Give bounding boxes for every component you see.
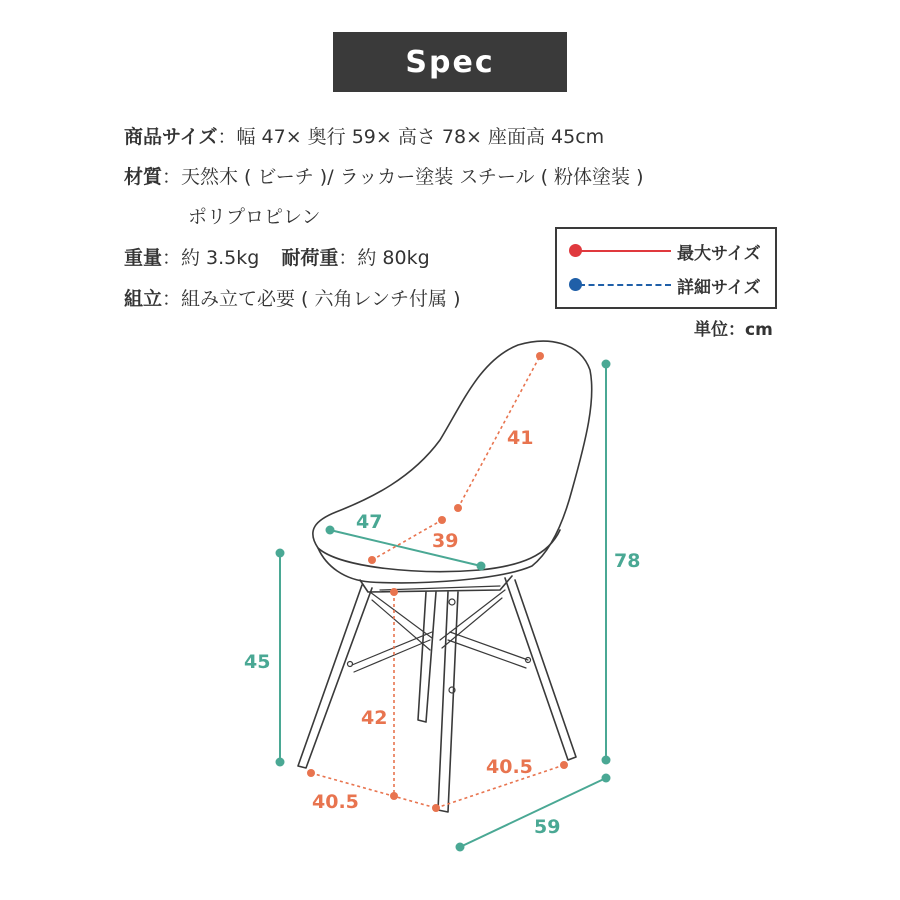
assembly-label: 組立 [124, 288, 163, 310]
unit-label: 単位：cm [694, 320, 773, 340]
seat-depth-label: 39 [432, 530, 459, 552]
spec-title: Spec [333, 32, 567, 92]
leg-back-right [438, 592, 458, 812]
leg-spread-right-label: 40.5 [486, 756, 533, 778]
leg-front-left [298, 585, 372, 768]
chair-drawing [298, 341, 592, 812]
depth-line [460, 778, 606, 847]
depth-label: 59 [534, 816, 561, 838]
width-label: 47 [356, 511, 383, 533]
legend-detail-label: 詳細サイズ [677, 278, 761, 298]
weight-label: 重量 [124, 247, 163, 269]
load-value: ：約 80kg [338, 247, 430, 269]
size-label: 商品サイズ [124, 126, 218, 148]
load-label: 耐荷重 [281, 247, 339, 269]
total-height-label: 78 [614, 550, 641, 572]
steel-rods [352, 586, 528, 672]
weight-value: ：約 3.5kg [162, 247, 260, 269]
legend-max-label: 最大サイズ [677, 244, 761, 264]
size-value: ：幅 47× 奥行 59× 高さ 78× 座面高 45cm [217, 126, 605, 148]
teal-dimensions [276, 360, 611, 852]
assembly-value: ：組み立て必要 ( 六角レンチ付属 ) [162, 288, 461, 310]
leg-height-label: 42 [361, 707, 388, 729]
leg-front-right [505, 578, 576, 760]
leg-back-left [418, 592, 436, 722]
material-label: 材質 [124, 166, 163, 188]
back-height-label: 41 [507, 427, 534, 449]
material-value-2: ポリプロピレン [188, 206, 321, 228]
seat-height-label: 45 [244, 651, 271, 673]
leg-spread-left-label: 40.5 [312, 791, 359, 813]
material-value: ：天然木 ( ビーチ )/ ラッカー塗装 スチール ( 粉体塗装 ) [162, 166, 644, 188]
